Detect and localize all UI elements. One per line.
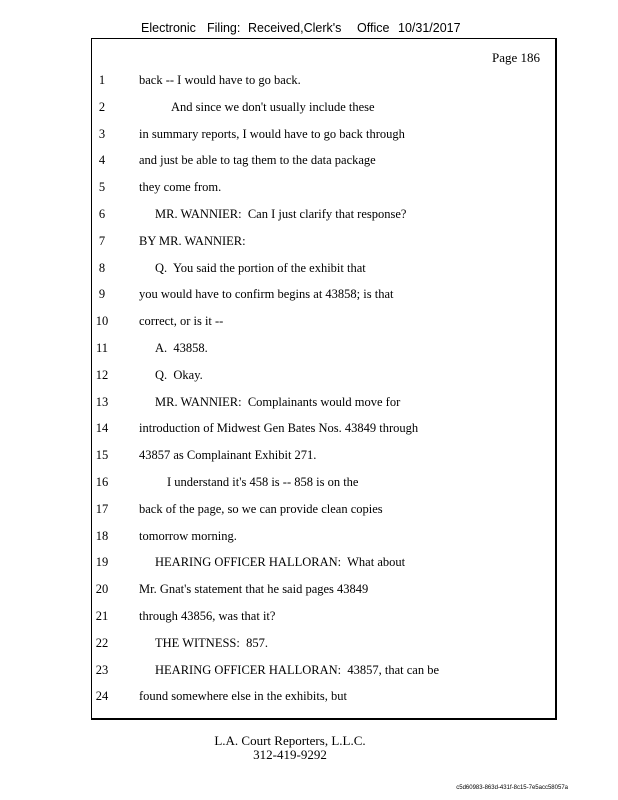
court-reporter-name: L.A. Court Reporters, L.L.C. — [214, 733, 366, 748]
line-text: introduction of Midwest Gen Bates Nos. 43849 through — [139, 421, 419, 436]
line-text: found somewhere else in the exhibits, but — [139, 689, 347, 704]
line-number: 20 — [95, 582, 109, 597]
transcript-line — [0, 636, 560, 656]
transcript-line — [0, 502, 560, 522]
line-number: 1 — [98, 73, 106, 87]
line-text: they come from. — [139, 180, 222, 195]
line-number: 23 — [95, 662, 109, 677]
line-text: tomorrow morning. — [139, 528, 237, 543]
line-number: 19 — [95, 555, 109, 570]
line-text: MR. WANNIER: Can I just clarify that response? — [155, 207, 407, 221]
line-text: in summary reports, I would have to go back through — [139, 126, 405, 141]
transcript-line — [0, 663, 560, 683]
line-text: you would have to confirm begins at 43858; is that — [139, 287, 394, 302]
line-number: 15 — [95, 448, 109, 463]
transcript-line — [0, 127, 560, 147]
line-text: back -- I would have to go back. — [139, 73, 301, 87]
transcript-line — [0, 73, 560, 93]
line-text: THE WITNESS: 857. — [155, 635, 268, 650]
page-number: Page 186 — [491, 50, 540, 65]
line-number: 9 — [98, 287, 106, 302]
line-text: A. 43858. — [155, 341, 208, 355]
line-text: And since we don't usually include these — [171, 99, 375, 114]
document-id: c5d60983-863d-431f-8c15-7e5acc58057a — [456, 785, 568, 791]
line-number: 12 — [95, 367, 109, 382]
line-number: 11 — [95, 341, 109, 355]
line-number: 7 — [98, 233, 106, 248]
transcript-line — [0, 234, 560, 254]
transcript-line — [0, 341, 560, 361]
transcript-line — [0, 368, 560, 388]
transcript-line — [0, 555, 560, 575]
transcript-line — [0, 207, 560, 227]
line-number: 10 — [95, 314, 109, 329]
filing-stamp-word-4: Office — [357, 21, 390, 35]
line-text: through 43856, was that it? — [139, 609, 276, 623]
transcript-line — [0, 180, 560, 200]
line-number: 21 — [95, 609, 109, 623]
filing-stamp-word-2: Filing: — [207, 21, 241, 35]
court-reporter-phone: 312-419-9292 — [253, 747, 327, 762]
line-number: 18 — [95, 528, 109, 543]
transcript-line — [0, 153, 560, 173]
transcript-line — [0, 261, 560, 281]
transcript-line — [0, 314, 560, 334]
transcript-line — [0, 448, 560, 468]
transcript-line — [0, 100, 560, 120]
line-text: and just be able to tag them to the data package — [139, 153, 376, 168]
transcript-line — [0, 287, 560, 307]
line-number: 22 — [95, 635, 109, 650]
line-number: 6 — [98, 207, 106, 221]
line-number: 24 — [95, 689, 109, 704]
filing-stamp-date: 10/31/2017 — [398, 21, 461, 35]
line-text: Q. You said the portion of the exhibit that — [155, 260, 366, 275]
line-number: 17 — [95, 501, 109, 516]
transcript-line — [0, 689, 560, 709]
transcript-line — [0, 609, 560, 629]
line-text: I understand it's 458 is -- 858 is on the — [167, 475, 359, 489]
line-text: BY MR. WANNIER: — [139, 233, 246, 248]
line-text: HEARING OFFICER HALLORAN: 43857, that can be — [155, 662, 440, 677]
transcript-line — [0, 529, 560, 549]
line-text: Q. Okay. — [155, 367, 203, 382]
transcript-line — [0, 395, 560, 415]
line-number: 16 — [95, 475, 109, 489]
line-number: 3 — [98, 126, 106, 141]
transcript-line — [0, 475, 560, 495]
transcript-line — [0, 582, 560, 602]
line-number: 4 — [98, 153, 106, 168]
line-text: Mr. Gnat's statement that he said pages 43849 — [139, 582, 369, 597]
line-text: MR. WANNIER: Complainants would move for — [155, 394, 401, 409]
transcript-line — [0, 421, 560, 441]
filing-stamp — [0, 21, 618, 37]
line-number: 14 — [95, 421, 109, 436]
line-number: 5 — [98, 180, 106, 195]
line-number: 8 — [98, 260, 106, 275]
line-number: 13 — [95, 394, 109, 409]
line-text: back of the page, so we can provide clean copies — [139, 501, 383, 516]
line-text: correct, or is it -- — [139, 314, 224, 329]
line-text: 43857 as Complainant Exhibit 271. — [139, 448, 317, 463]
line-text: HEARING OFFICER HALLORAN: What about — [155, 555, 406, 570]
filing-stamp-word-3: Received,Clerk's — [248, 21, 342, 35]
line-number: 2 — [98, 99, 106, 114]
filing-stamp-word-1: Electronic — [141, 21, 196, 35]
